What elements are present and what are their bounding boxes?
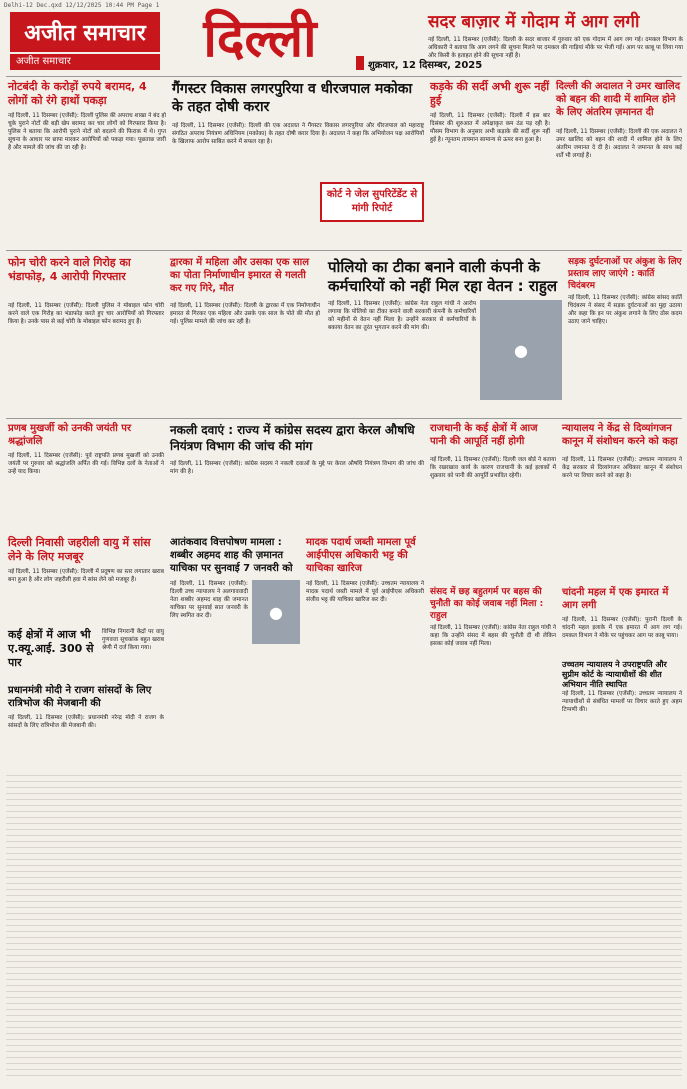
story4-headline: दिल्ली की अदालत ने उमर खालिद को बहन की शादी में शामिल होने के लिए अंतरिम ज़मानत दी	[556, 81, 681, 118]
story10-text: नई दिल्ली, 11 दिसम्बर (एजेंसी): कांग्रेस सदस्य ने नकली दवाओं के मुद्दे पर केरल औषधि नियंत्रण विभाग की जांच की मांग की है।	[170, 461, 424, 475]
person-icon: ●	[514, 340, 528, 360]
story10-headline: नकली दवाएं : राज्य में कांग्रेस सदस्य द्वारा केरल औषधि नियंत्रण विभाग की जांच की मांग	[170, 423, 415, 453]
story13-headline: दिल्ली निवासी जहरीली वायु में सांस लेने के लिए मजबूर	[8, 536, 151, 563]
story7-headline: पोलियो का टीका बनाने वाली कंपनी के कर्मचारियों को नहीं मिल रहा वेतन : राहुल	[328, 258, 558, 295]
person-icon: ●	[269, 602, 283, 622]
left-brand-subbar: अजीत समाचार	[10, 54, 160, 70]
continued-columns	[6, 770, 682, 1080]
story5-text: नई दिल्ली, 11 दिसम्बर (एजेंसी): दिल्ली पुलिस ने मोबाइल फोन चोरी करने वाले एक गिरोह का भंडाफोड़ करते हुए चार आरोपियों को गिरफ्तार किया है। उनके पास से कई चोरी के मोबाइल फोन बरामद हुए हैं।	[8, 303, 164, 325]
story8-headline: सड़क दुर्घटनाओं पर अंकुश के लिए प्रस्ताव लाए जाएंगे : कार्ति चिदंबरम	[568, 257, 682, 291]
divider	[6, 76, 682, 77]
story5-headline: फोन चोरी करने वाले गिरोह का भंडाफोड़, 4 आरोपी गिरफ्तार	[8, 256, 131, 283]
story4-text: नई दिल्ली, 11 दिसम्बर (एजेंसी): दिल्ली की एक अदालत ने उमर खालिद को बहन की शादी में शामिल होने के लिए अंतरिम जमानत दे दी है। अदालत ने जमानत के साथ कई शर्तें भी लगाई हैं।	[556, 129, 682, 159]
print-slug: Delhi-12 Dec.qxd 12/12/2025 10:44 PM Page 1	[4, 2, 160, 9]
shah-photo	[252, 580, 300, 644]
top-right-headline: सदर बाज़ार में गोदाम में आग लगी	[428, 12, 640, 32]
city-title: दिल्ली	[203, 8, 317, 69]
story20-headline: प्रधानमंत्री मोदी ने राजग सांसदों के लिए रात्रिभोज की मेजबानी की	[8, 685, 152, 709]
dateline: शुक्रवार, 12 दिसम्बर, 2025	[368, 60, 483, 71]
story2-box: कोर्ट ने जेल सुपरिटेंडेंट से मांगी रिपोर्ट	[320, 182, 424, 222]
story18-headline: चांदनी महल में एक इमारत में आग लगी	[562, 587, 669, 611]
story6-headline: द्वारका में महिला और उसका एक साल का पोता निर्माणाधीन इमारत से गलती कर गए गिरे, मौत	[170, 257, 309, 294]
date-accent	[356, 56, 364, 70]
story18-text: नई दिल्ली, 11 दिसम्बर (एजेंसी): पुरानी दिल्ली के चांदनी महल इलाके में एक इमारत में आग लग गई। दमकल विभाग ने मौके पर पहुंचकर आग पर काबू पाया।	[562, 617, 682, 639]
story17-text: नई दिल्ली, 11 दिसम्बर (एजेंसी): कांग्रेस नेता राहुल गांधी ने कहा कि उन्होंने संसद में बहस की चुनौती दी थी लेकिन इसका कोई जवाब नहीं मिला।	[430, 625, 556, 647]
story15-text: नई दिल्ली, 11 दिसम्बर (एजेंसी): दिल्ली उच्च न्यायालय ने अलगाववादी नेता शब्बीर अहमद शाह की जमानत याचिका पर सुनवाई सात जनवरी के लिए स्थगित कर दी।	[170, 581, 248, 619]
story19-text: नई दिल्ली, 11 दिसम्बर (एजेंसी): उच्चतम न्यायालय ने न्यायाधीशों से संबंधित मामलों पर विचार करते हुए अहम टिप्पणी की।	[562, 691, 682, 713]
left-brand-logo: अजीत समाचार	[10, 12, 160, 52]
story1-text: नई दिल्ली, 11 दिसम्बर (एजेंसी): दिल्ली पुलिस की अपराध शाखा ने बंद हो चुके पुराने नोटों की बड़ी खेप बरामद कर चार लोगों को गिरफ्तार किया है। पुलिस ने बताया कि आरोपी पुराने नोटों को बदलने की फिराक में थे। गुप्त सूचना के आधार पर छापा मारकर आरोपियों को पकड़ा गया। पूछताछ जारी है और मामले की जांच की जा रही है।	[8, 113, 166, 151]
top-right-text: नई दिल्ली, 11 दिसम्बर (एजेंसी): दिल्ली के सदर बाजार में गुरुवार को एक गोदाम में आग लग गई। दमकल विभाग के अधिकारी ने बताया कि आग लगने की सूचना मिलने पर दमकल की गाड़ियां मौके पर भेजी गईं। आग पर काबू पा लिया गया और किसी के हताहत होने की सूचना नहीं है।	[428, 37, 683, 59]
story11-headline: राजधानी के कई क्षेत्रों में आज पानी की आपूर्ति नहीं होगी	[430, 423, 538, 447]
story9-text: नई दिल्ली, 11 दिसम्बर (एजेंसी): पूर्व राष्ट्रपति प्रणब मुखर्जी को उनकी जयंती पर गुरुवार को श्रद्धांजलि अर्पित की गई। विभिन्न दलों के नेताओं ने उन्हें याद किया।	[8, 453, 164, 475]
story11-text: नई दिल्ली, 11 दिसम्बर (एजेंसी): दिल्ली जल बोर्ड ने बताया कि रखरखाव कार्य के कारण राजधानी के कई इलाकों में शुक्रवार को पानी की आपूर्ति प्रभावित रहेगी।	[430, 457, 556, 479]
story20-text: नई दिल्ली, 11 दिसम्बर (एजेंसी): प्रधानमंत्री नरेन्द्र मोदी ने राजग के सांसदों के लिए रात्रिभोज की मेजबानी की।	[8, 715, 164, 729]
story1-headline: नोटबंदी के करोड़ों रुपये बरामद, 4 लोगों को रंगे हाथों पकड़ा	[8, 80, 147, 107]
story14-headline: कई क्षेत्रों में आज भी ए.क्यू.आई. 300 से पार	[8, 628, 94, 669]
story2-headline: गैंगस्टर विकास लगरपुरिया व धीरजपाल मकोका के तहत दोषी करार	[172, 81, 413, 115]
story12-headline: न्यायालय ने केंद्र से दिव्यांगजन कानून में संशोधन करने को कहा	[562, 423, 678, 447]
story13-text: नई दिल्ली, 11 दिसम्बर (एजेंसी): दिल्ली में प्रदूषण का स्तर लगातार खराब बना हुआ है और लोग जहरीली हवा में सांस लेने को मजबूर हैं।	[8, 569, 164, 583]
story8-text: नई दिल्ली, 11 दिसम्बर (एजेंसी): कांग्रेस सांसद कार्ति चिदंबरम ने संसद में सड़क दुर्घटनाओं का मुद्दा उठाया और कहा कि इन पर अंकुश लगाने के लिए ठोस कदम उठाए जाने चाहिए।	[568, 295, 682, 325]
divider	[6, 250, 682, 251]
story17-headline: संसद में छह बहुतगर्म पर बहस की चुनौती का कोई जवाब नहीं मिला : राहुल	[430, 587, 544, 621]
divider	[6, 418, 682, 419]
story16-headline: मादक पदार्थ जब्ती मामला पूर्व आईपीएस अधिकारी भट्ट की याचिका खारिज	[306, 537, 416, 574]
story16-text: नई दिल्ली, 11 दिसम्बर (एजेंसी): उच्चतम न्यायालय ने मादक पदार्थ जब्ती मामले में पूर्व आईपीएस अधिकारी संजीव भट्ट की याचिका खारिज कर दी।	[306, 581, 424, 603]
story12-text: नई दिल्ली, 11 दिसम्बर (एजेंसी): उच्चतम न्यायालय ने केंद्र सरकार से दिव्यांगजन अधिकार कानून में संशोधन करने पर विचार करने को कहा है।	[562, 457, 682, 479]
story3-headline: कड़के की सर्दी अभी शुरू नहीं हुई	[430, 80, 550, 107]
story9-headline: प्रणब मुखर्जी को उनकी जयंती पर श्रद्धांजलि	[8, 423, 132, 447]
story6-text: नई दिल्ली, 11 दिसम्बर (एजेंसी): दिल्ली के द्वारका में एक निर्माणाधीन इमारत से गिरकर एक महिला और उसके एक साल के पोते की मौत हो गई। पुलिस मामले की जांच कर रही है।	[170, 303, 320, 325]
story7-text: नई दिल्ली, 11 दिसम्बर (एजेंसी): कांग्रेस नेता राहुल गांधी ने आरोप लगाया कि पोलियो का टीका बनाने वाली सरकारी कंपनी के कर्मचारियों को महीनों से वेतन नहीं मिला है। उन्होंने सरकार से कर्मचारियों के बकाया वेतन का तुरंत भुगतान करने की मांग की।	[328, 301, 476, 331]
story15-headline: आतंकवाद वित्तपोषण मामला : शब्बीर अहमद शाह की ज़मानत याचिका पर सुनवाई 7 जनवरी को	[170, 537, 293, 574]
story19-headline: उच्चतम न्यायालय ने उपराष्ट्रपति और सुप्रीम कोर्ट के न्यायाधीशों की शीत अभियान नीति स्थापित	[562, 660, 667, 689]
story14-text: विभिन्न निगरानी केंद्रों पर वायु गुणवत्ता सूचकांक बहुत खराब श्रेणी में दर्ज किया गया।	[102, 629, 164, 651]
story2-text: नई दिल्ली, 11 दिसम्बर (एजेंसी): दिल्ली की एक अदालत ने गैंगस्टर विकास लगरपुरिया और धीरजपाल को महाराष्ट्र संगठित अपराध नियंत्रण अधिनियम (मकोका) के तहत दोषी करार दिया है। अदालत ने कहा कि अभियोजन पक्ष आरोपियों के खिलाफ आरोप साबित करने में सफल रहा है।	[172, 123, 424, 145]
story3-text: नई दिल्ली, 11 दिसम्बर (एजेंसी): दिल्ली में इस बार दिसंबर की शुरुआत में अपेक्षाकृत कम ठंड पड़ रही है। मौसम विभाग के अनुसार अभी कड़ाके की सर्दी शुरू नहीं हुई है। न्यूनतम तापमान सामान्य से ऊपर बना हुआ है।	[430, 113, 550, 143]
rahul-photo	[480, 300, 562, 400]
